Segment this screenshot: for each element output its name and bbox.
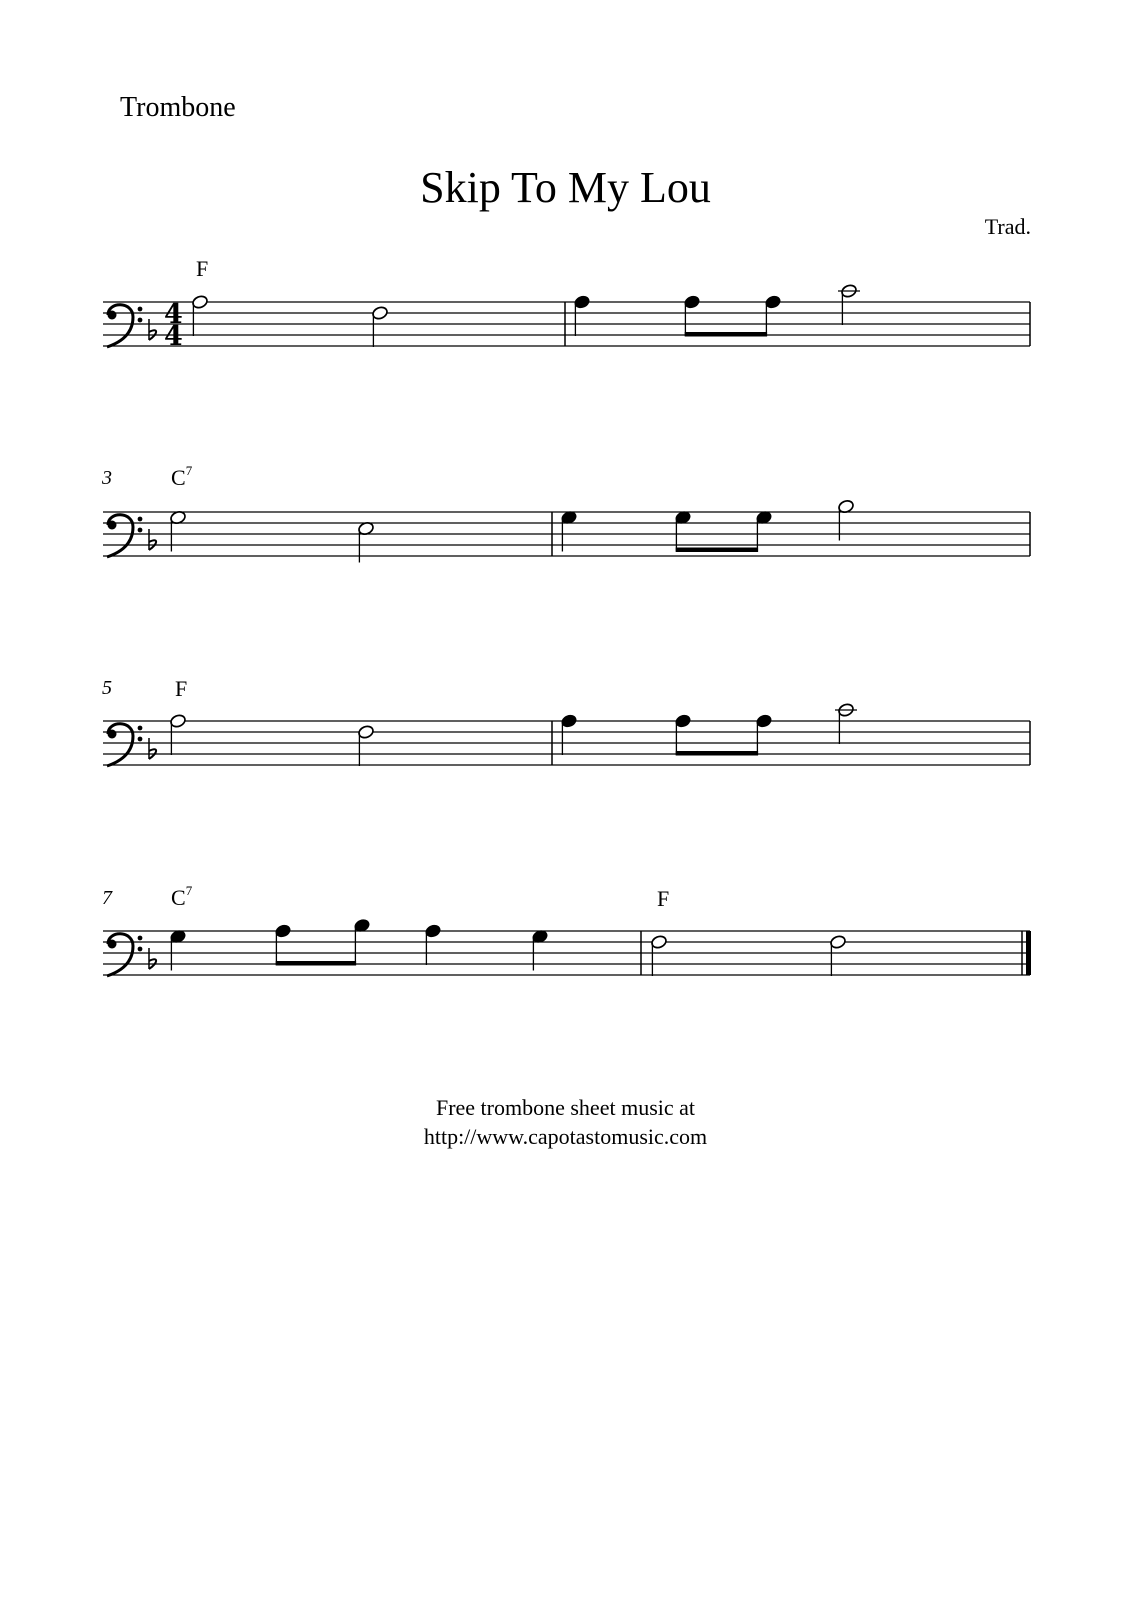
bass-clef-dot	[138, 737, 143, 742]
note-beam	[685, 332, 767, 337]
measure-number: 7	[102, 887, 112, 909]
chord-symbol: $C^7$	[171, 883, 193, 910]
bass-clef-icon	[108, 730, 117, 739]
bass-clef-icon	[108, 940, 117, 949]
bass-clef-dot	[138, 528, 143, 533]
measure-number: 3	[102, 467, 112, 489]
bass-clef-icon	[108, 311, 117, 320]
footer-line: Free trombone sheet music at	[435, 1095, 696, 1120]
chord-symbol: F	[175, 676, 188, 701]
measure-number: 5	[102, 677, 112, 699]
composer: Trad.	[984, 214, 1031, 239]
bass-clef-dot	[138, 307, 143, 312]
time-signature: 4	[164, 321, 183, 352]
time-signature: 4	[164, 299, 183, 330]
bass-clef-dot	[138, 947, 143, 952]
song-title: Skip To My Lou	[420, 163, 711, 212]
bass-clef-dot	[138, 726, 143, 731]
note-beam	[276, 961, 356, 966]
instrument-name: Trombone	[120, 92, 236, 123]
note-beam	[676, 548, 758, 553]
bass-clef-dot	[138, 318, 143, 323]
chord-symbol: F	[196, 256, 209, 281]
bass-clef-dot	[138, 517, 143, 522]
footer-credit	[0, 1093, 1131, 1151]
chord-symbol: F	[657, 886, 670, 911]
bass-clef-dot	[138, 936, 143, 941]
chord-symbol: $C^7$	[171, 463, 193, 490]
final-barline	[1026, 931, 1031, 975]
note-beam	[676, 751, 758, 756]
footer-link[interactable]: http://www.capotastomusic.com	[423, 1124, 708, 1149]
bass-clef-icon	[108, 521, 117, 530]
